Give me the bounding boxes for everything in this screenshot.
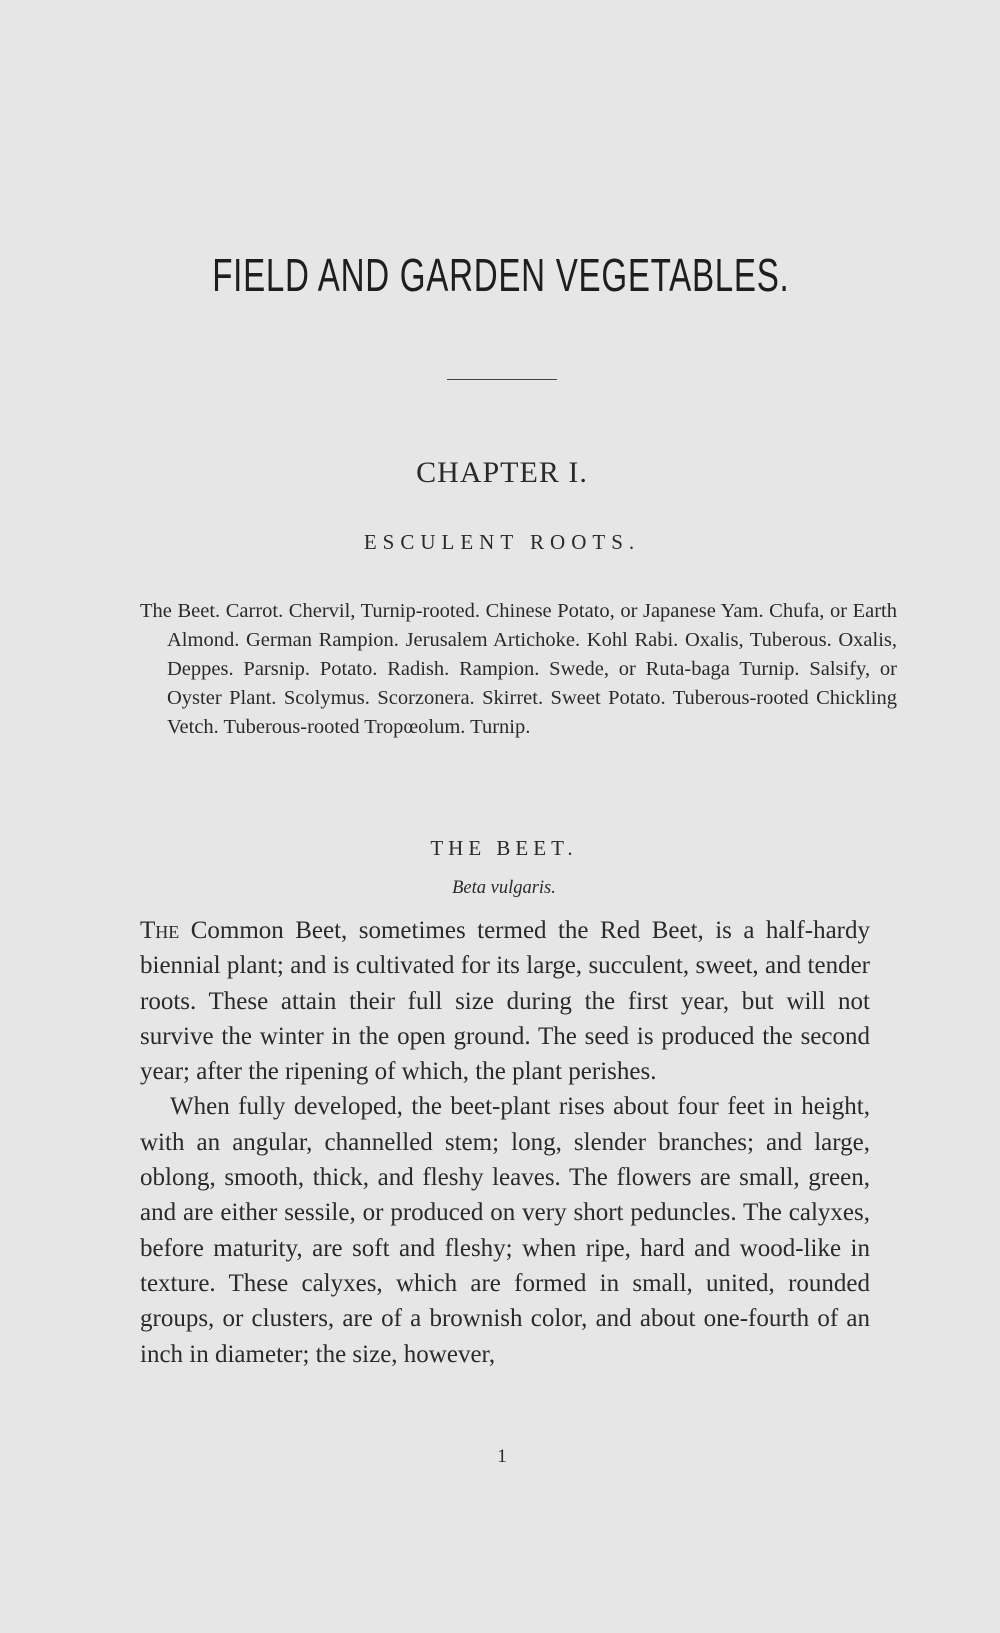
lead-word: The xyxy=(140,917,180,944)
body-text xyxy=(140,913,870,1372)
chapter-title: ESCULENT ROOTS. xyxy=(363,530,641,554)
book-title: FIELD AND GARDEN VEGETABLES. xyxy=(212,249,790,301)
section-heading: THE BEET. xyxy=(430,836,578,860)
paragraph: When fully developed, the beet-plant rises about four feet in height, with an angular, channelled stem; long, slender branches; and large, oblong, smooth, thick, and fleshy leaves. The flowers are small, green, and are either sessile, or produced on very short peduncles. The calyxes, before maturity, are soft and fleshy; when ripe, hard and wood-like in texture. These calyxes, which are formed in small, united, rounded groups, or clusters, are of a brownish color, and about one-fourth of an inch in diameter; the size, however, xyxy=(140,1093,870,1368)
latin-name xyxy=(0,878,1000,899)
title-divider xyxy=(447,379,557,380)
chapter-contents-summary: The Beet. Carrot. Chervil, Turnip-rooted. Chinese Potato, or Japanese Yam. Chufa, or Earth Almond. German Rampion. Jerusalem Artichoke. Kohl Rabi. Oxalis, Tuberous. Oxalis, Deppes. Parsnip. Potato. Radish. Rampion. Swede, or Ruta-baga Turnip. Salsify, or Oyster Plant. Scolymus. Scorzonera. Skirret. Sweet Potato. Tuberous-rooted Chickling Vetch. Tuberous-rooted Tropœolum. Turnip. xyxy=(140,600,897,738)
paragraph xyxy=(140,913,870,1089)
paragraph-1-text: Common Beet, sometimes termed the Red Beet, is a half-hardy biennial plant; and is cultivated for its large, succulent, sweet, and tender roots. These attain their full size during the first year, but will not survive the winter in the open ground. The seed is produced the second year; after the ripening of which, the plant perishes. xyxy=(140,917,871,1086)
page-number: 1 xyxy=(497,1446,507,1467)
latin-name-text: Beta vulgaris. xyxy=(452,878,556,898)
chapter-heading: CHAPTER I. xyxy=(416,456,588,489)
